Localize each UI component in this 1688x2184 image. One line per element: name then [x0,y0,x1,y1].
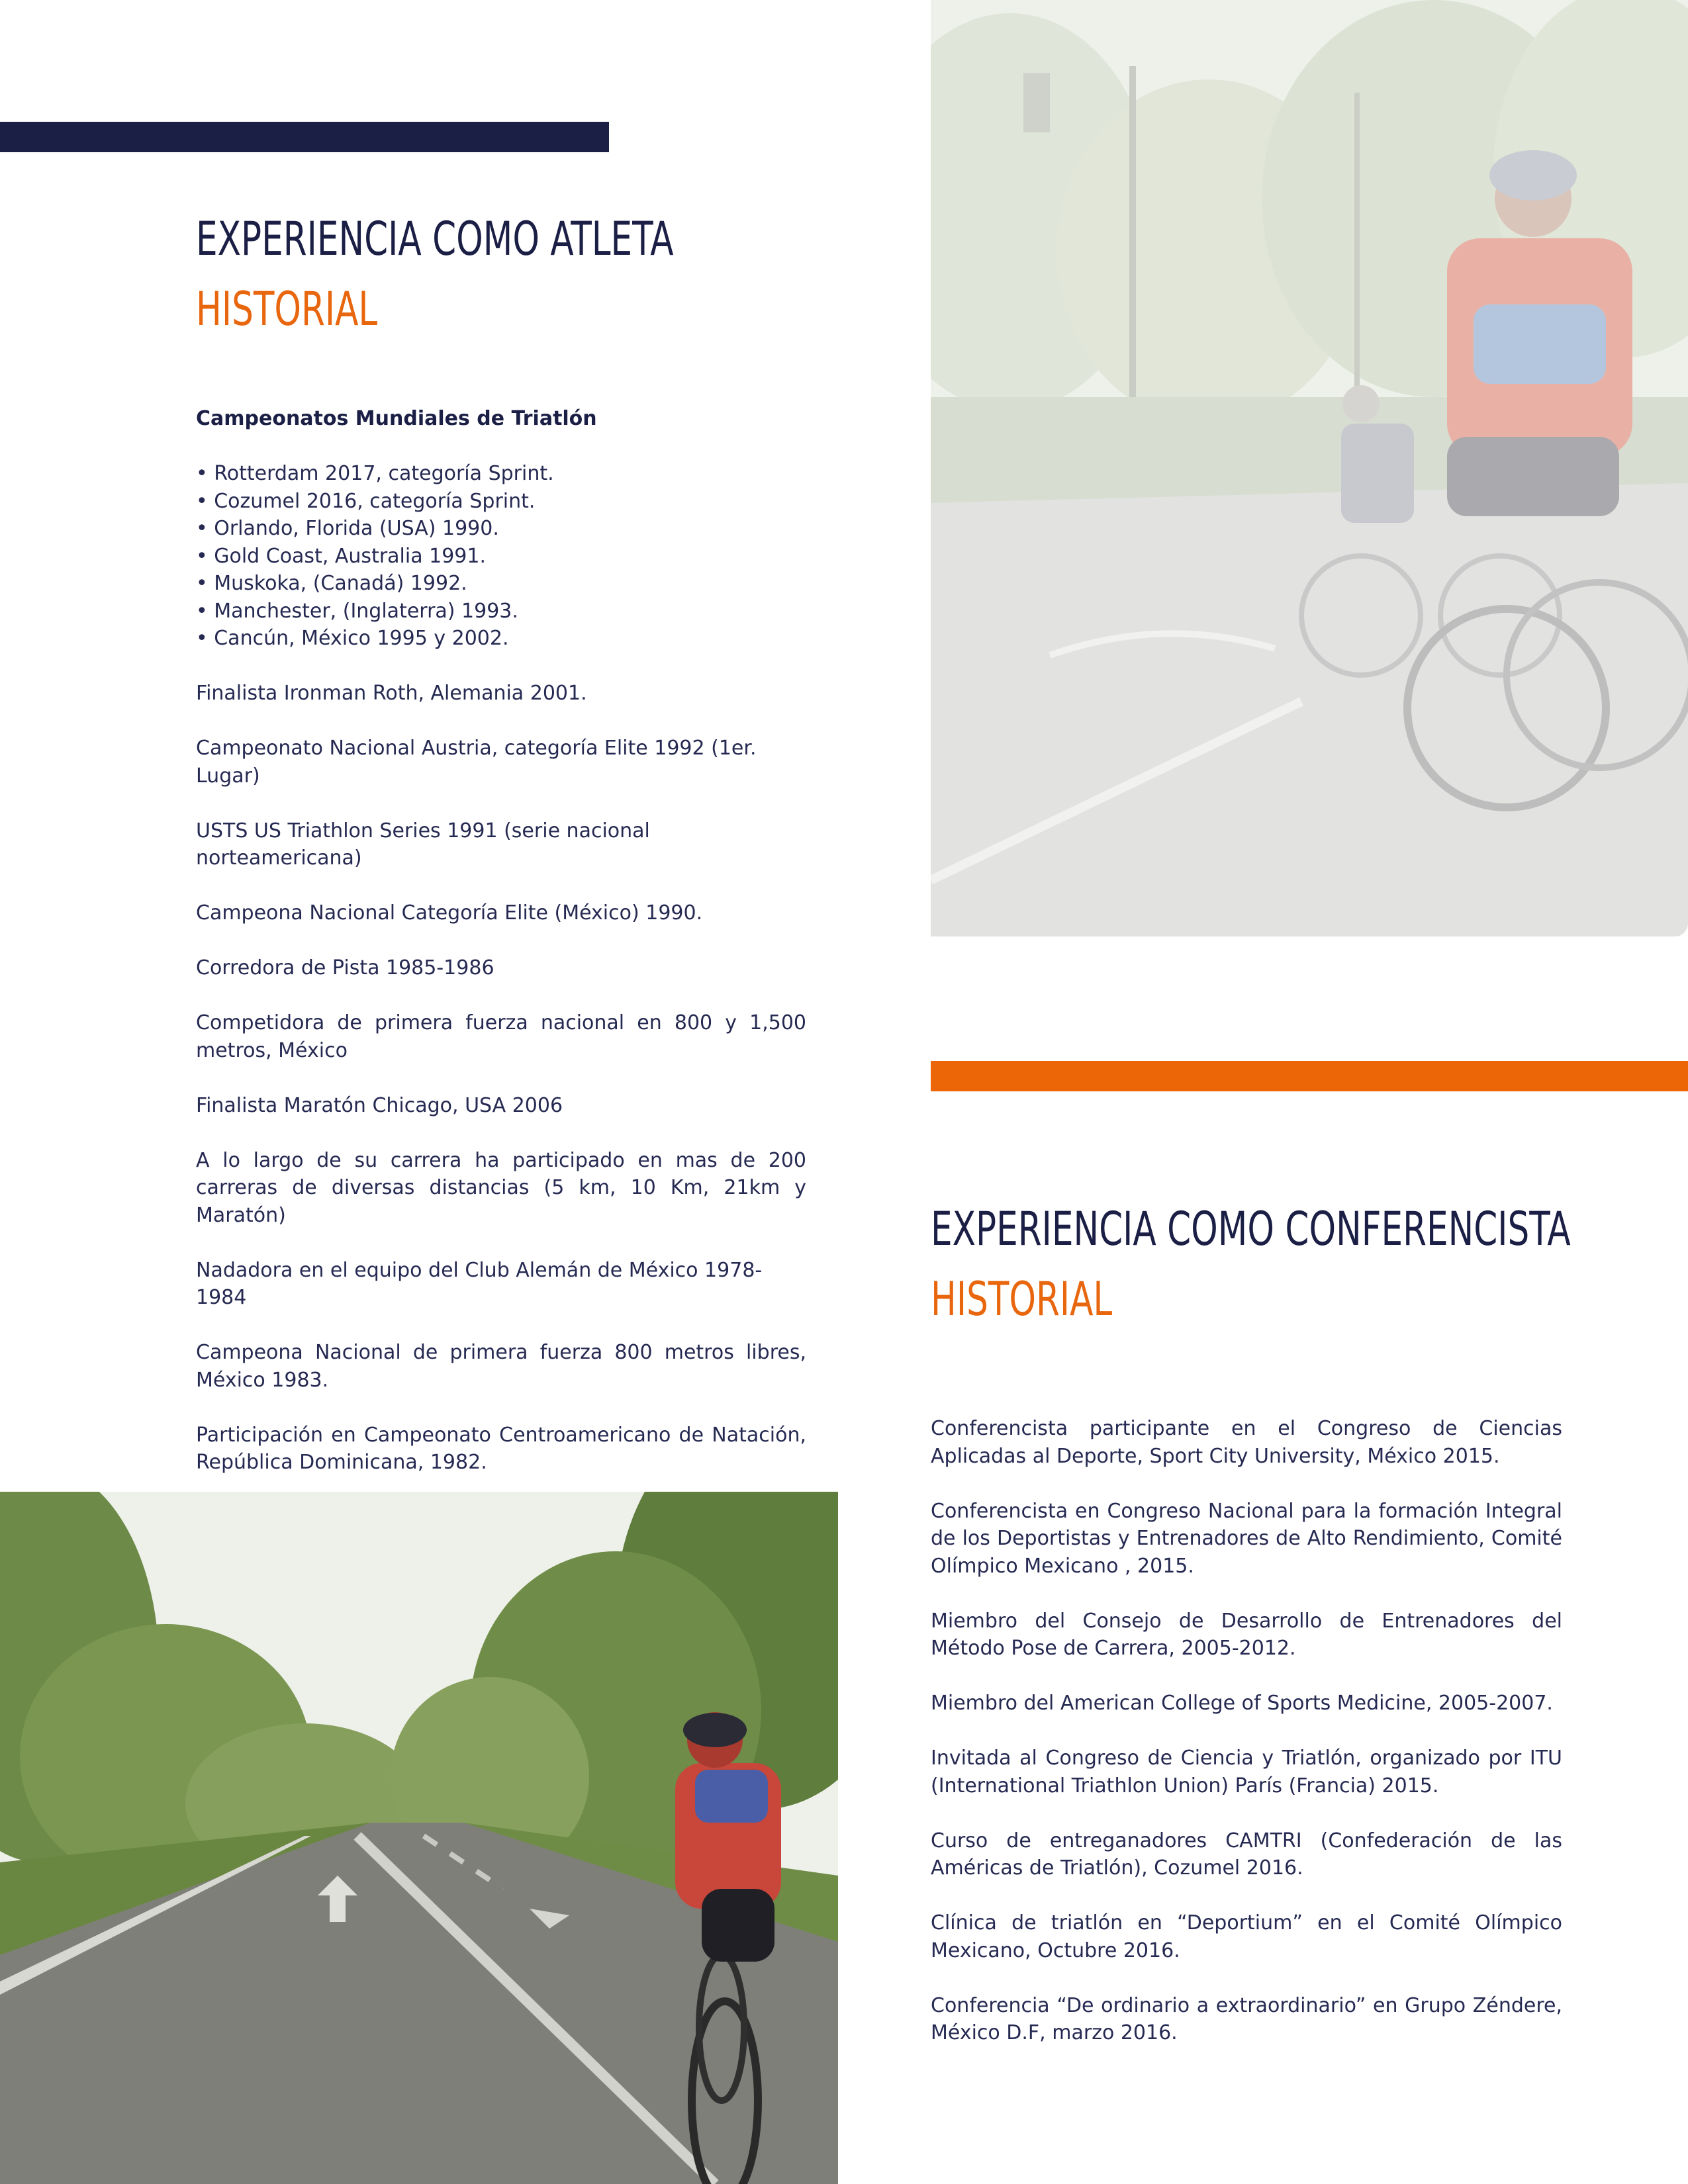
athlete-heading [196,204,674,344]
athlete-item: Campeonato Nacional Austria, categoría Elite 1992 (1er. Lugar) [196,737,757,788]
athlete-item: A lo largo de su carrera ha participado en mas de 200 carreras de diversas distancias (5 km, 10 Km, 21km y Maratón) [196,1148,806,1227]
athlete-item: Participación en Campeonato Centroamericano de Natación, República Dominicana, 1982. [196,1423,806,1474]
speaker-title: EXPERIENCIA COMO CONFERENCISTA [931,1202,1571,1256]
world-championships-list [196,460,806,653]
speaker-subtitle-historial: HISTORIAL [931,1272,1113,1326]
athlete-item: Corredora de Pista 1985-1986 [196,956,494,979]
speaker-item: Miembro del Consejo de Desarrollo de Entrenadores del Método Pose de Carrera, 2005-2012. [931,1609,1562,1660]
speaker-item: Conferencia “De ordinario a extraordinario” en Grupo Zéndere, México D.F, marzo 2016. [931,1993,1562,2044]
speaker-item: Invitada al Congreso de Ciencia y Triatlón, organizado por ITU (International Triathlon Union) París (Francia) 2015. [931,1747,1562,1797]
list-item: • Cancún, México 1995 y 2002. [196,625,806,653]
list-item: • Manchester, (Inglaterra) 1993. [196,598,806,625]
athlete-item: USTS US Triathlon Series 1991 (serie nacional norteamericana) [196,819,650,870]
cyclist-avenue-photo [0,1492,838,2184]
athlete-item: Campeona Nacional Categoría Elite (México) 1990. [196,901,703,925]
list-item: • Orlando, Florida (USA) 1990. [196,515,806,543]
speaker-item: Conferencista participante en el Congreso de Ciencias Aplicadas al Deporte, Sport City University, México 2015. [931,1417,1562,1468]
athlete-item: Campeona Nacional de primera fuerza 800 metros libres, México 1983. [196,1341,806,1392]
athlete-item: Nadadora en el equipo del Club Alemán de México 1978-1984 [196,1258,763,1309]
athlete-item: Finalista Maratón Chicago, USA 2006 [196,1093,563,1117]
athlete-item: Competidora de primera fuerza nacional en 800 y 1,500 metros, México [196,1011,806,1062]
cyclist-avenue-illustration [0,1492,838,2184]
speaker-item: Conferencista en Congreso Nacional para la formación Integral de los Deportistas y Entrenadores de Alto Rendimiento, Comité Olímpico Mexicano , 2015. [931,1499,1562,1578]
orange-accent-bar [931,1061,1688,1091]
speaker-item: Clínica de triatlón en “Deportium” en el Comité Olímpico Mexicano, Octubre 2016. [931,1911,1562,1962]
speaker-experience-list [931,1415,1562,2074]
speaker-item: Curso de entreganadores CAMTRI (Confederación de las Américas de Triatlón), Cozumel 2016. [931,1829,1562,1880]
list-item: • Rotterdam 2017, categoría Sprint. [196,460,806,488]
cyclists-park-photo [931,0,1688,936]
speaker-heading [931,1194,1571,1334]
list-item: • Gold Coast, Australia 1991. [196,543,806,570]
list-item: • Muskoka, (Canadá) 1992. [196,570,806,598]
world-championships-title: Campeonatos Mundiales de Triatlón [196,407,597,430]
speaker-item: Miembro del American College of Sports Medicine, 2005-2007. [931,1692,1553,1715]
athlete-subtitle-historial: HISTORIAL [196,282,378,336]
cyclists-park-illustration [931,0,1688,936]
athlete-experience-list [196,405,806,1504]
athlete-item: Finalista Ironman Roth, Alemania 2001. [196,682,587,705]
list-item: • Cozumel 2016, categoría Sprint. [196,488,806,516]
navy-accent-bar [0,122,609,152]
athlete-title: EXPERIENCIA COMO ATLETA [196,212,674,266]
